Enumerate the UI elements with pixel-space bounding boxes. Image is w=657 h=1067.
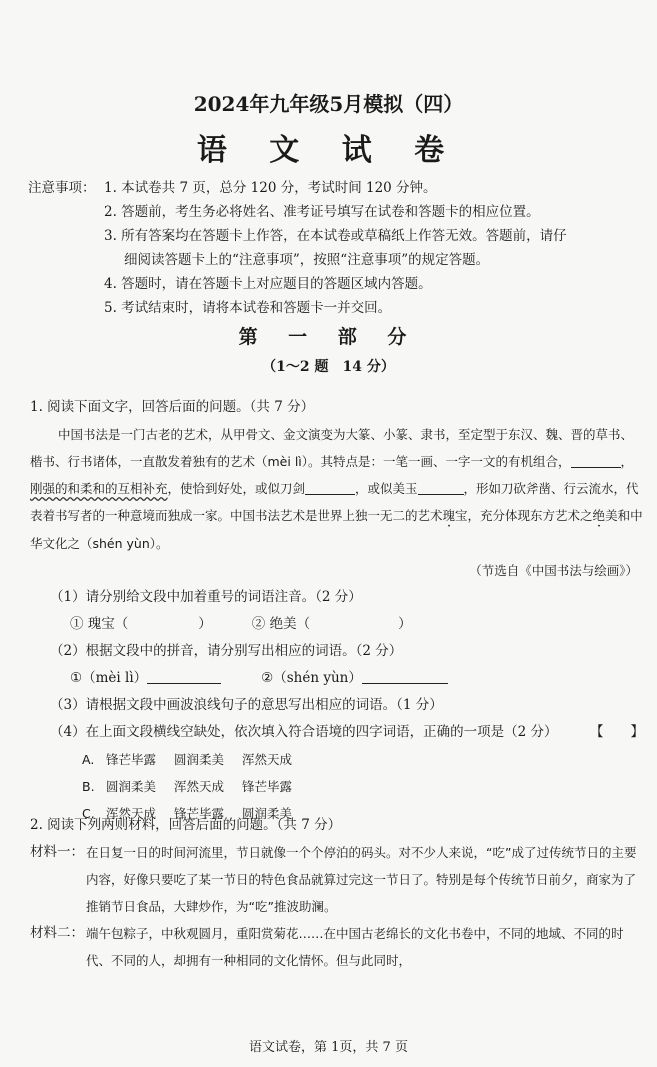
note-item: 1. 本试卷共 7 页，总分 120 分，考试时间 120 分钟。: [104, 180, 437, 196]
option-text: ① 瑰宝（: [70, 616, 129, 632]
material-label: 材料二：: [30, 925, 84, 941]
answer-blank: [147, 667, 221, 684]
material-1: [30, 839, 644, 920]
option-text: ②（shén yùn）: [261, 670, 362, 686]
choice-word: 锋芒毕露: [174, 806, 225, 821]
question-stem: 1. 阅读下面文字，回答后面的问题。（共 7 分）: [30, 399, 315, 415]
choice-word: 圆润柔美: [174, 752, 225, 767]
answer-bracket: 【 】: [590, 724, 644, 740]
choice-word: 圆润柔美: [242, 806, 293, 821]
passage: [30, 421, 644, 557]
subquestion-1: （1）请分别给文段中加着重号的词语注音。（2 分）: [50, 589, 362, 605]
note-item: 2. 答题前，考生务必将姓名、准考证号填写在试卷和答题卡的相应位置。: [104, 204, 540, 220]
emphasis-char: 瑰: [442, 508, 456, 523]
material-2: [30, 920, 644, 974]
notes-label: 注意事项：: [28, 180, 96, 196]
subquestion-2-options: [30, 665, 644, 692]
choice-word: 锋芒毕露: [106, 752, 157, 767]
answer-blank: [418, 478, 464, 495]
choice-word: 浑然天成: [174, 779, 225, 794]
passage-source: （节选自《中国书法与绘画》）: [469, 563, 638, 578]
choice-word: 浑然天成: [242, 752, 293, 767]
note-item: 5. 考试结束时，请将本试卷和答题卡一并交回。: [104, 300, 392, 316]
material-text: 在日复一日的时间河流里，节日就像一个个停泊的码头。对不少人来说，“吃”成了过传统节日的主要内容，好像只要吃了某一节日的特色食品就算过完这一节日了。特别是每个传统节日前夕，商家为了推销节日食品，大肆炒作，为“吃”推波助澜。: [86, 845, 637, 914]
passage-text: ，使恰到好处，或似刀剑: [167, 481, 306, 496]
answer-blank: [571, 451, 621, 468]
part-title: 第 一 部 分: [238, 326, 419, 348]
subquestion-4-text: （4）在上面文段横线空缺处，依次填入符合语境的四字词语，正确的一项是（2 分）: [50, 724, 558, 740]
subquestion-1-options: [30, 611, 644, 638]
passage-text: 中国书法是一门古老的艺术，从甲骨文、金文演变为大篆、小篆、隶书，至定型于东汉、魏、晋的草书、楷书、行书诸体，一直散发着独有的艺术（mèi lì）。其特点是：一笔一画、一字一文的有机组合，: [30, 427, 634, 469]
option-text: ② 绝美（: [251, 616, 311, 632]
material-text: 端午包粽子，中秋观圆月，重阳赏菊花……在中国古老绵长的文化书卷中，不同的地域、不同的时代、不同的人，却拥有一种相同的文化情怀。但与此同时，: [86, 926, 624, 968]
passage-text: 宝，充分体现东方艺术之: [455, 508, 593, 523]
choice-letter: B.: [82, 779, 95, 794]
choice-word: 锋芒毕露: [242, 779, 293, 794]
part-subtitle: （1～2 题 14 分）: [262, 359, 395, 375]
subquestion-4: [30, 719, 644, 746]
wavy-underlined-sentence: 刚强的和柔和的互相补充: [30, 481, 168, 496]
subquestion-3: （3）请根据文段中画波浪线句子的意思写出相应的词语。（1 分）: [50, 697, 443, 713]
subject-title: 语 文 试 卷: [196, 133, 461, 168]
answer-blank: [362, 667, 448, 684]
choice-word: 浑然天成: [106, 806, 157, 821]
passage-text: 美和中华文化之（shén yùn）。: [30, 508, 643, 551]
choice-letter: A.: [82, 752, 95, 767]
note-item: 细阅读答题卡上的“注意事项”，按照“注意事项”的规定答题。: [124, 252, 490, 268]
question-1: [30, 394, 644, 827]
material-label: 材料一：: [30, 844, 84, 860]
note-item: 3. 所有答案均在答题卡上作答，在本试卷或草稿纸上作答无效。答题前，请仔: [104, 228, 567, 244]
note-item: 4. 答题时，请在答题卡上对应题目的答题区域内答题。: [104, 276, 432, 292]
answer-blank: [305, 478, 355, 495]
choice-word: 圆润柔美: [106, 779, 157, 794]
option-text: ）: [398, 616, 412, 632]
question-stem: 2. 阅读下列两则材料，回答后面的问题。（共 7 分）: [30, 817, 342, 833]
question-2: [30, 812, 644, 974]
page-footer: 语文试卷，第 1页，共 7 页: [249, 1040, 408, 1055]
subquestion-2: （2）根据文段中的拼音，请分别写出相应的词语。（2 分）: [50, 643, 403, 659]
choice-letter: C.: [82, 806, 95, 821]
choice-b: [30, 773, 644, 800]
exam-title: 2024年九年级5月模拟（四）: [193, 92, 464, 116]
passage-text: ，形如刀砍斧凿、行云流水，代表着书写者的一种意境而独成一家。中国书法艺术是世界上独一无二的艺术: [30, 481, 639, 523]
passage-text: ，: [620, 454, 634, 469]
option-text: ）: [198, 616, 212, 632]
option-text: ①（mèi lì）: [70, 670, 148, 686]
choice-a: [30, 746, 644, 773]
emphasis-char: 绝: [592, 508, 606, 523]
passage-text: ，或似美玉: [355, 481, 418, 496]
